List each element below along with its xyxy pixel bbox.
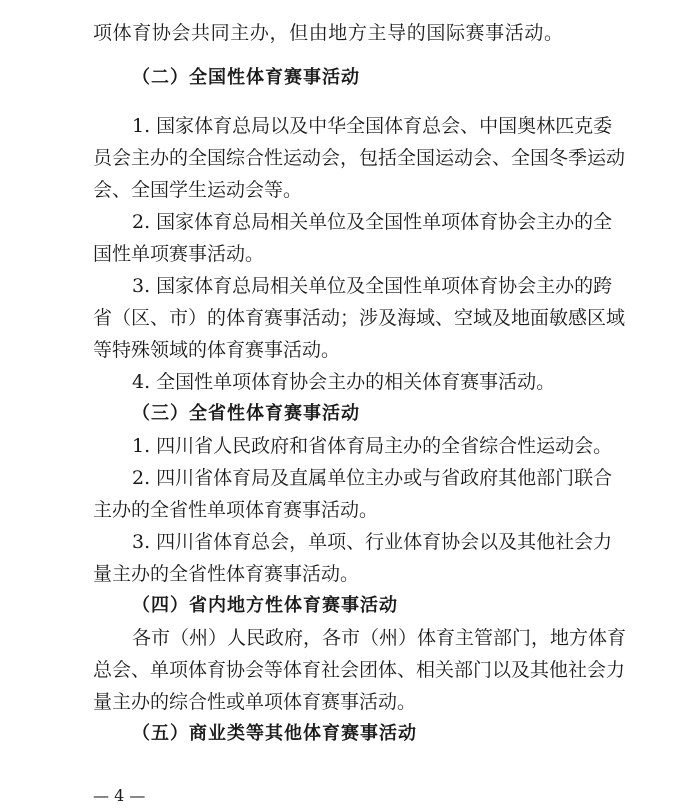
paragraph-line: 3. 国家体育总局相关单位及全国性单项体育协会主办的跨 xyxy=(132,275,613,297)
section-heading: （三）全省性体育赛事活动 xyxy=(132,403,360,424)
paragraph-line: 省（区、市）的体育赛事活动；涉及海域、空域及地面敏感区域 xyxy=(93,307,626,329)
paragraph-line: 3. 四川省体育总会，单项、行业体育协会以及其他社会力 xyxy=(132,531,613,553)
paragraph-line: 2. 国家体育总局相关单位及全国性单项体育协会主办的全 xyxy=(132,211,613,233)
paragraph-line: 2. 四川省体育局及直属单位主办或与省政府其他部门联合 xyxy=(132,467,613,489)
paragraph-line: 项体育协会共同主办，但由地方主导的国际赛事活动。 xyxy=(93,22,563,44)
paragraph-line: 国性单项赛事活动。 xyxy=(93,243,265,265)
paragraph-line: 1. 国家体育总局以及中华全国体育总会、中国奥林匹克委 xyxy=(132,115,613,137)
paragraph-line: 总会、单项体育协会等体育社会团体、相关部门以及其他社会力 xyxy=(93,659,626,681)
section-heading: （四）省内地方性体育赛事活动 xyxy=(132,595,398,616)
page-number: — 4 — xyxy=(93,786,146,805)
section-heading: （五）商业类等其他体育赛事活动 xyxy=(132,723,417,744)
paragraph-line: 等特殊领域的体育赛事活动。 xyxy=(93,339,341,361)
paragraph-line: 4. 全国性单项体育协会主办的相关体育赛事活动。 xyxy=(132,371,556,393)
paragraph-line: 主办的全省性单项体育赛事活动。 xyxy=(93,499,379,521)
paragraph-line: 会、全国学生运动会等。 xyxy=(93,179,303,201)
paragraph-line: 量主办的综合性或单项体育赛事活动。 xyxy=(93,691,417,713)
section-heading: （二）全国性体育赛事活动 xyxy=(132,67,360,88)
paragraph-line: 员会主办的全国综合性运动会，包括全国运动会、全国冬季运动 xyxy=(93,147,626,169)
paragraph-line: 1. 四川省人民政府和省体育局主办的全省综合性运动会。 xyxy=(132,435,613,457)
paragraph-line: 量主办的全省性体育赛事活动。 xyxy=(93,563,360,585)
paragraph-line: 各市（州）人民政府，各市（州）体育主管部门，地方体育 xyxy=(132,627,627,649)
